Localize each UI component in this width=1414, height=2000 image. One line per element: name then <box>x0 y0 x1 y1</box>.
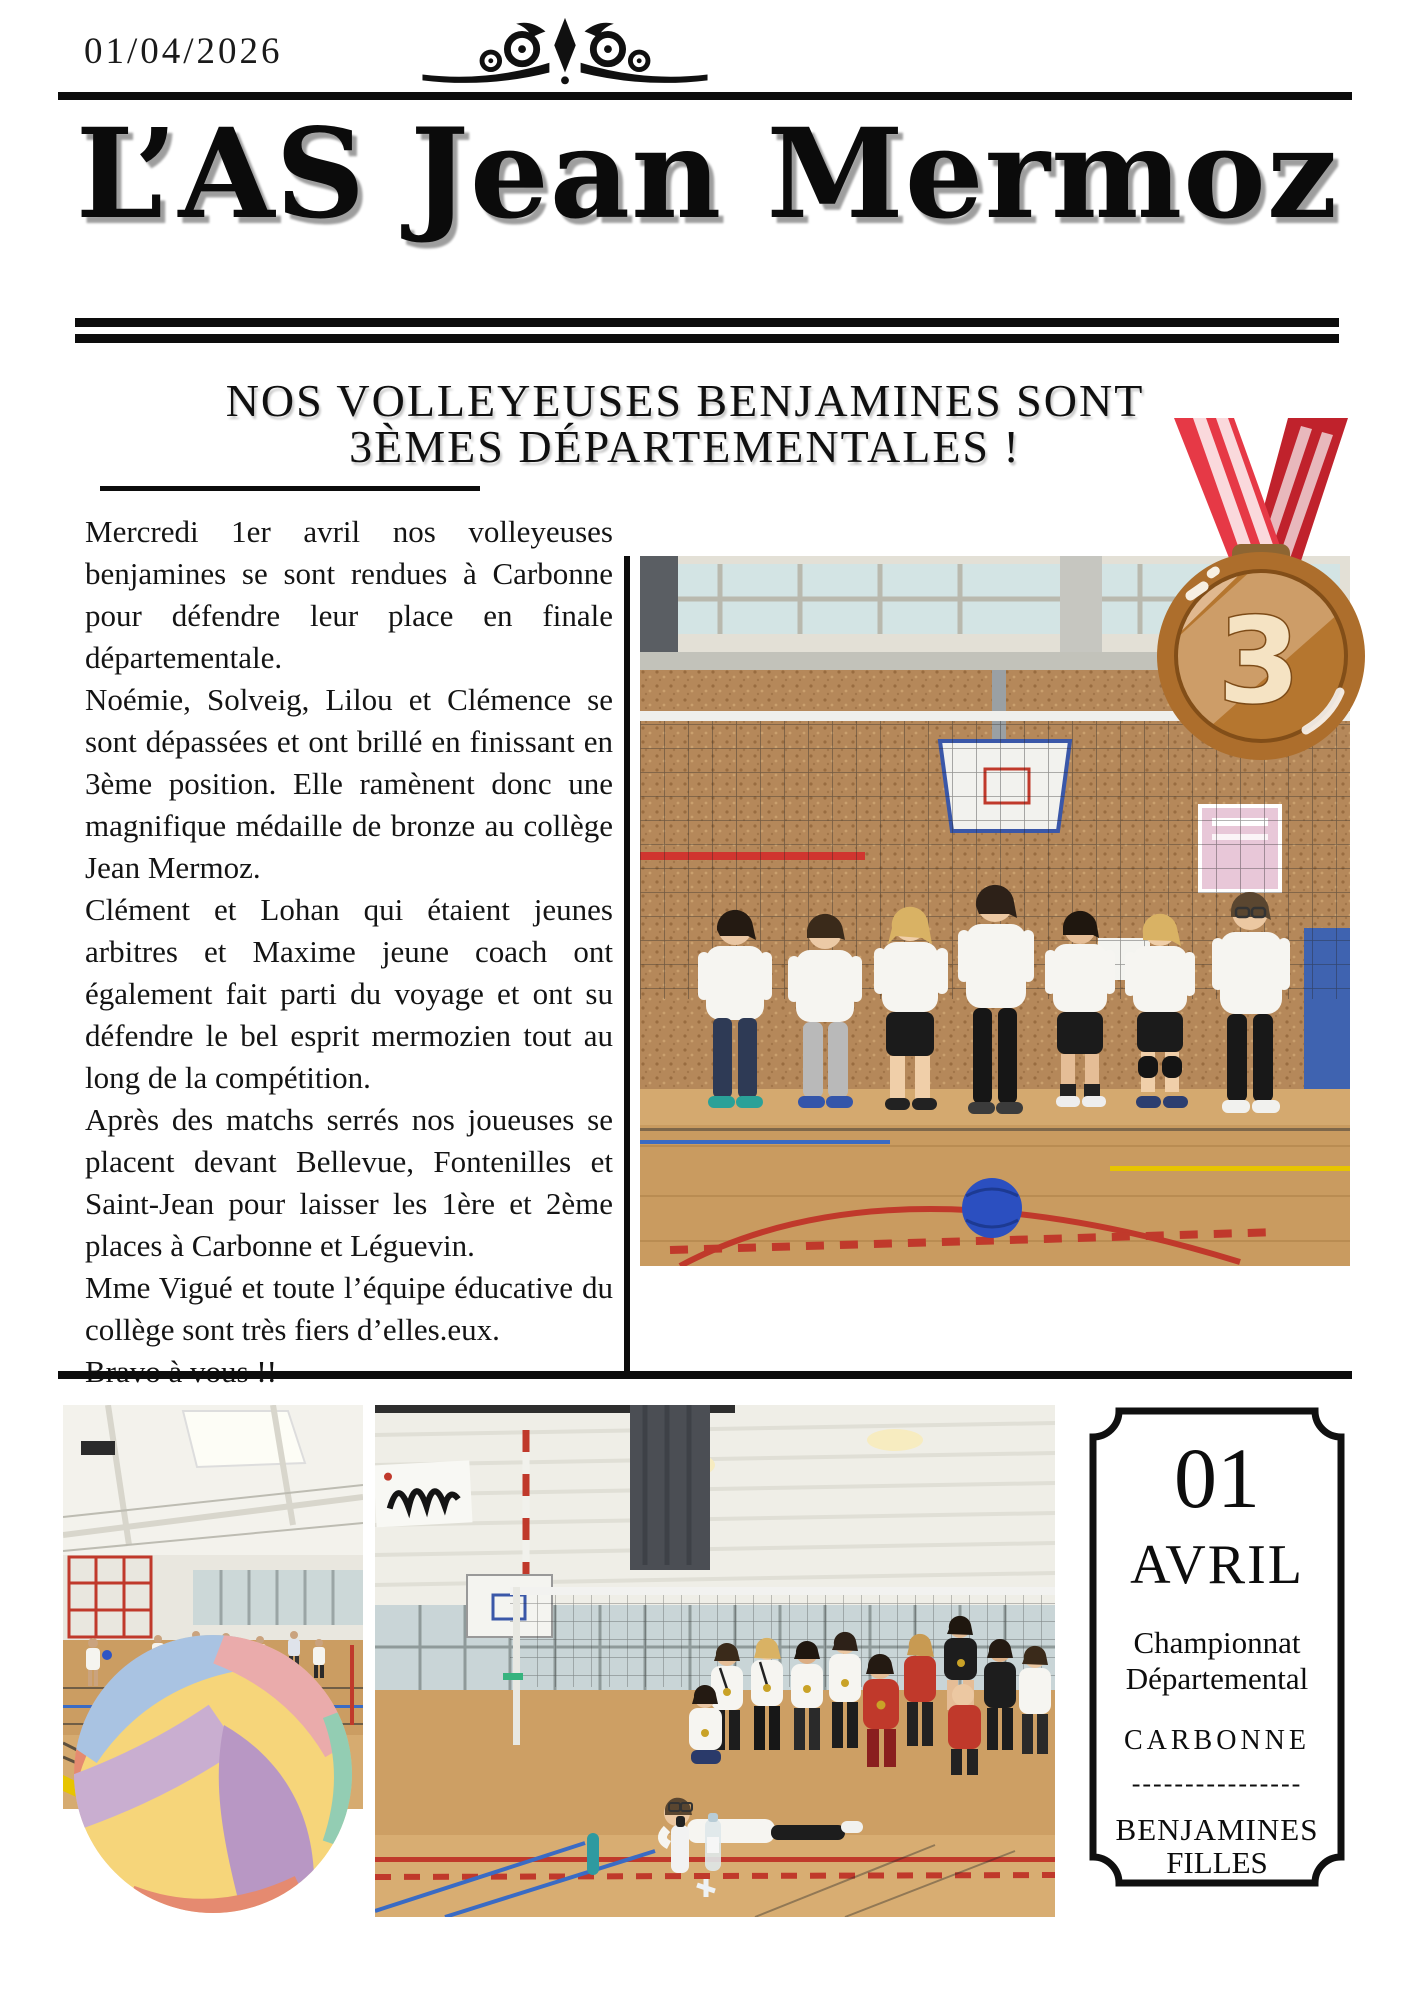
article-paragraph: Noémie, Solveig, Lilou et Clémence se sont dépassées et ont brillé en finissant en 3ème position. Elle ramènent donc une magnifique médaille de bronze au collège Jean Mermoz. <box>85 682 613 885</box>
event-location: CARBONNE <box>1123 1725 1310 1756</box>
issue-date: 01/04/2026 <box>84 31 283 72</box>
skylight <box>183 1411 305 1467</box>
article-paragraph: Après des matchs serrés nos joueuses se placent devant Bellevue, Fontenilles et Saint-Jean pour laisser les 1ère et 2ème places à Carbonne et Léguevin. <box>85 1102 613 1263</box>
event-category-line1: BENJAMINES <box>1115 1812 1319 1847</box>
article-rule <box>100 486 480 491</box>
event-month: AVRIL <box>1130 1534 1304 1596</box>
article-paragraph: Clément et Lohan qui étaient jeunes arbitres et Maxime jeune coach ont également fait parti du voyage et ont su défendre le bel esprit mermozien tout au long de la compétition. <box>85 892 613 1095</box>
page-title: L’AS Jean Mermoz <box>75 102 1339 247</box>
flourish-ornament-icon <box>415 12 715 94</box>
net-top-band <box>510 1587 1055 1595</box>
medal-number: 3 <box>1217 592 1301 730</box>
event-card <box>1087 1405 1347 1889</box>
article-body <box>85 511 613 1393</box>
photo-group-medals <box>375 1405 1055 1917</box>
curtain <box>630 1405 710 1570</box>
event-title-line2: Départemental <box>1125 1661 1309 1696</box>
headline <box>60 375 1310 472</box>
article-paragraph: Mme Vigué et toute l’équipe éducative du collège sont très fiers d’elles.eux. <box>85 1270 613 1347</box>
title-rule-lower <box>75 334 1339 343</box>
column-divider <box>624 556 630 1374</box>
wall-banner <box>375 1460 473 1527</box>
pastel-volleyball-icon <box>72 1633 354 1915</box>
event-day: 01 <box>1174 1430 1260 1526</box>
top-rule <box>58 92 1352 100</box>
blue-volleyball <box>962 1178 1022 1238</box>
event-category-line2: FILLES <box>1166 1845 1268 1880</box>
bottom-rule <box>58 1371 1352 1379</box>
headline-line-1: NOS VOLLEYEUSES BENJAMINES SONT <box>225 375 1145 426</box>
article-paragraph: Mercredi 1er avril nos volleyeuses benjamines se sont rendues à Carbonne pour défendre leur place en finale départementale. <box>85 514 613 675</box>
event-divider: ---------------- <box>1131 1769 1303 1798</box>
headline-line-2: 3ÈMES DÉPARTEMENTALES ! <box>349 421 1021 472</box>
bronze-medal-icon <box>1146 418 1376 763</box>
title-rule-upper <box>75 318 1339 327</box>
event-title-line1: Championnat <box>1133 1625 1301 1660</box>
